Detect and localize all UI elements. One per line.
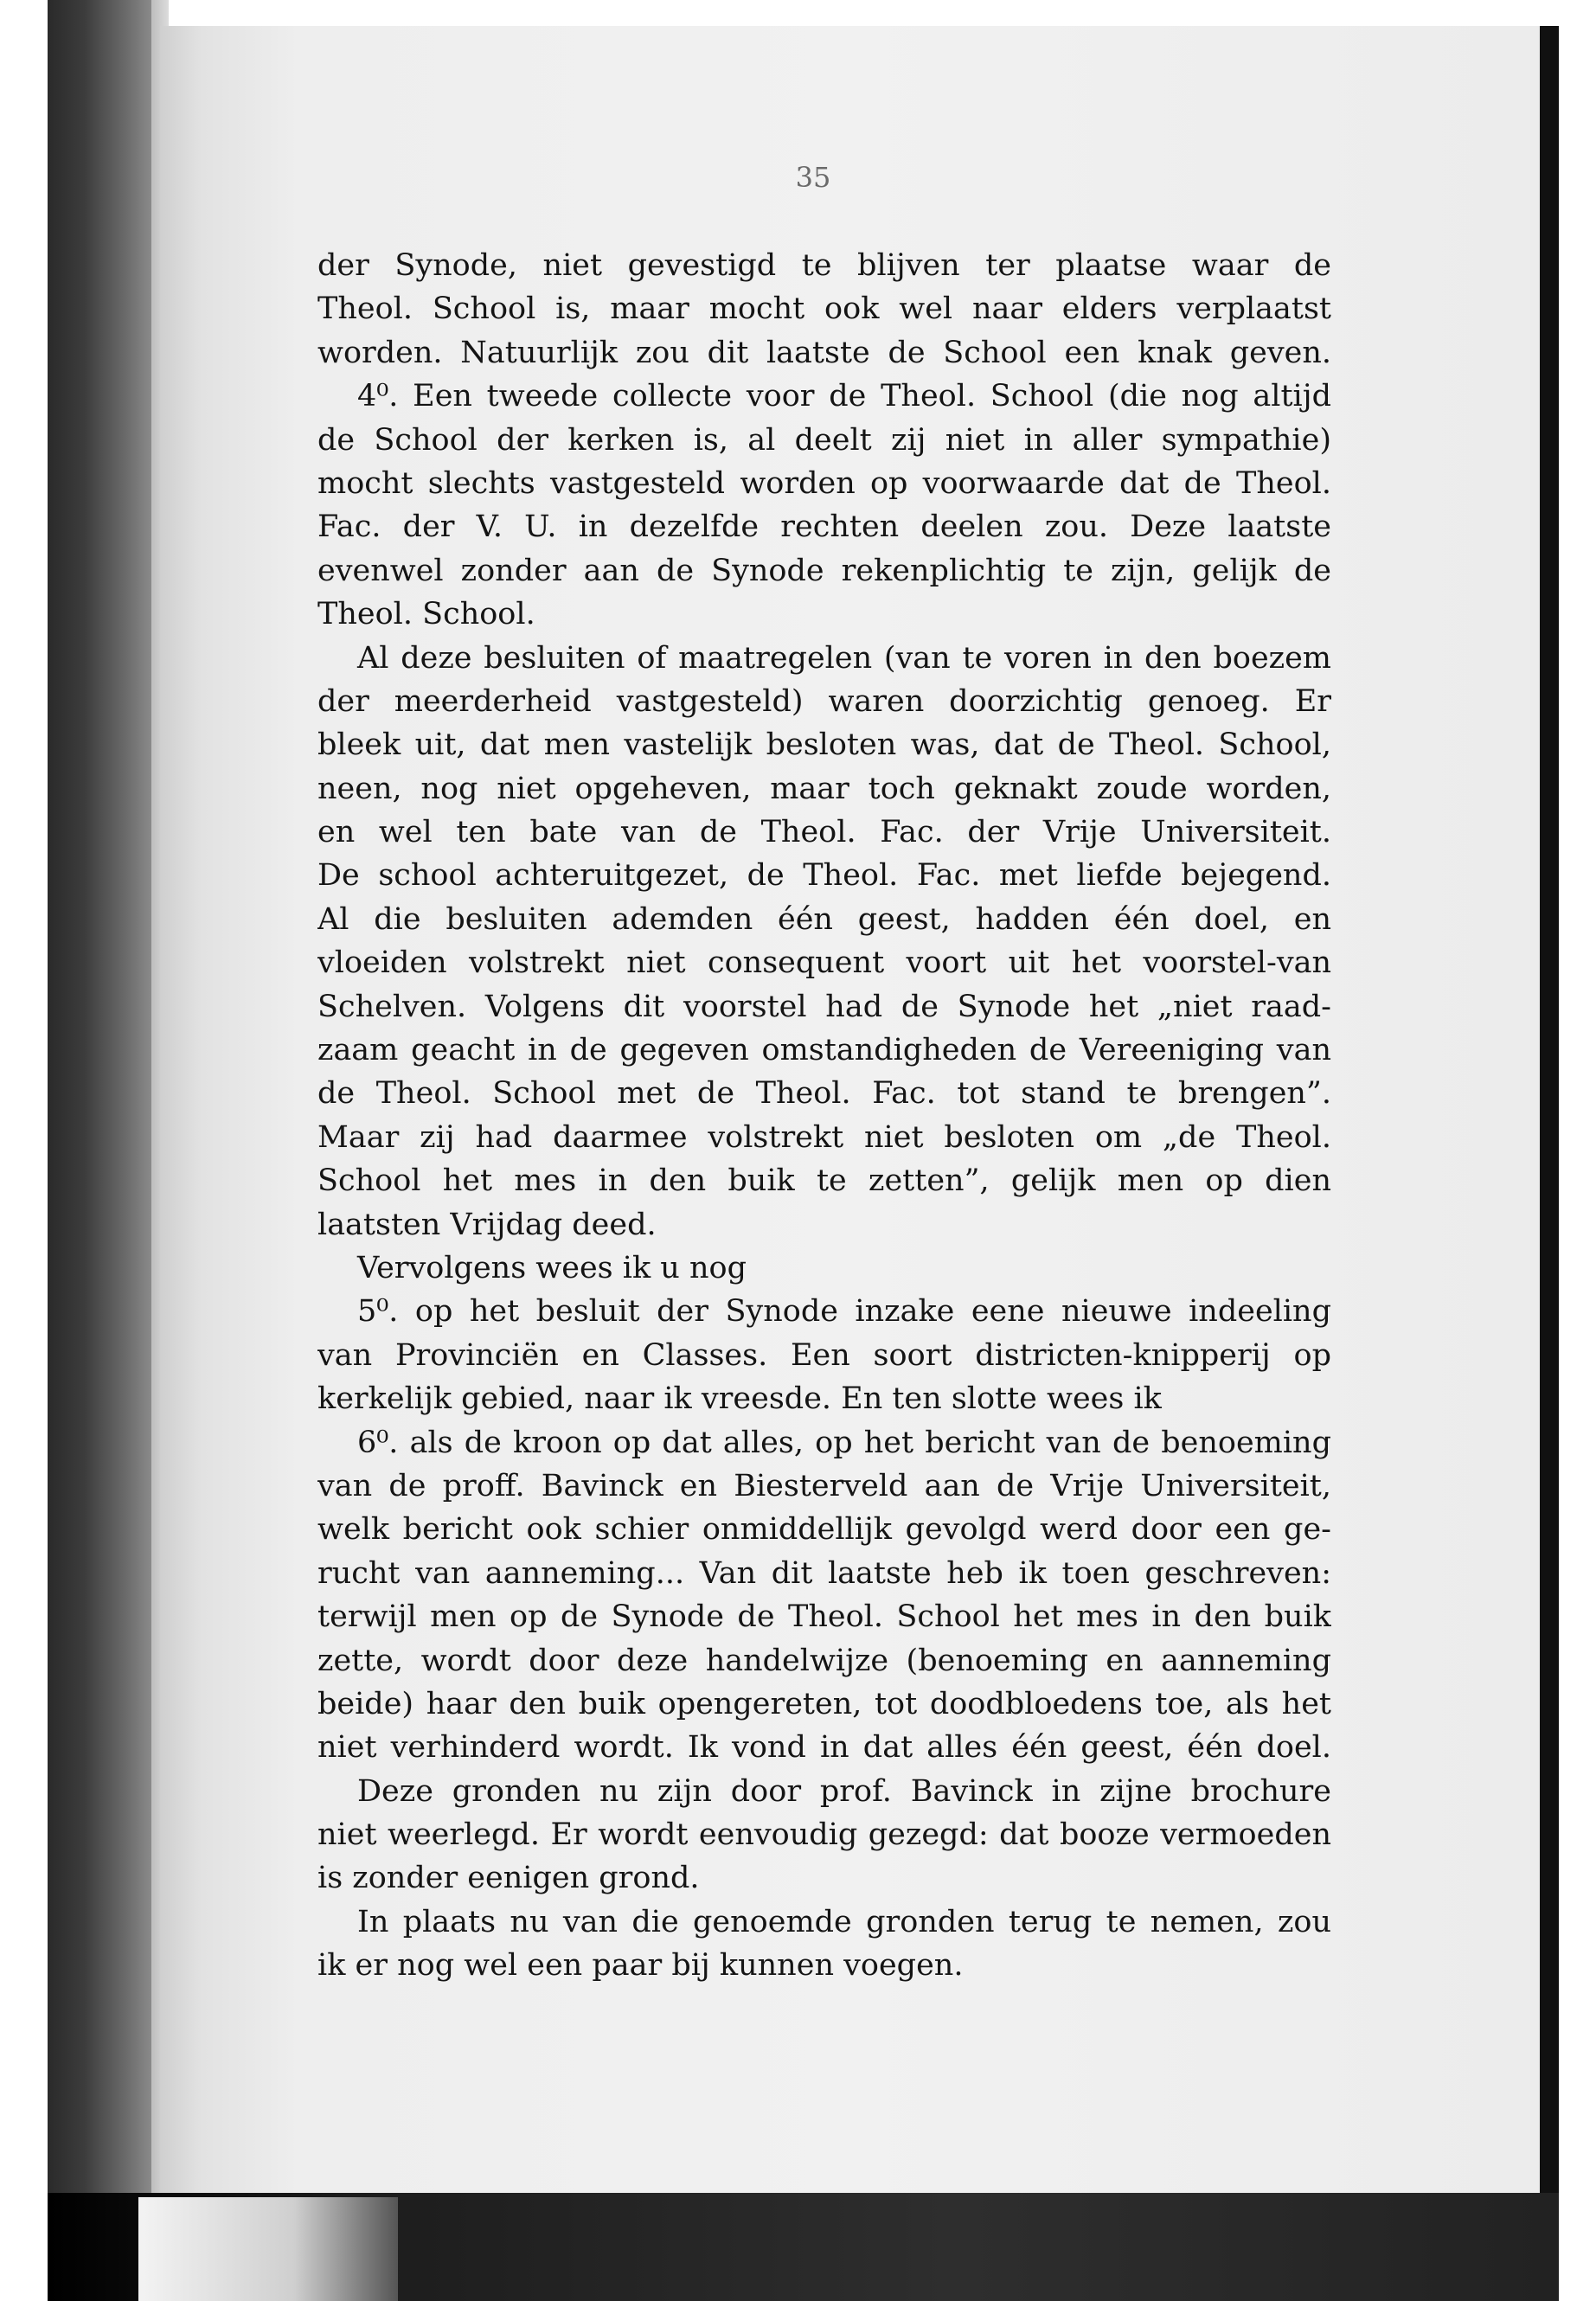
book-spine-shadow xyxy=(48,0,151,2301)
text-line: 4⁰. Een tweede collecte voor de Theol. School (die nog altijd xyxy=(357,379,1331,414)
text-line: Al die besluiten ademden één geest, hadden één doel, en xyxy=(317,901,1331,937)
text-line: School het mes in den buik te zetten”, gelijk men op dien xyxy=(317,1163,1331,1199)
scan-bottom-highlight xyxy=(138,2197,398,2301)
text-line: zette, wordt door deze handelwijze (benoeming en aanneming xyxy=(317,1643,1331,1678)
body-text xyxy=(317,244,1331,1988)
text-line: bleek uit, dat men vastelijk besloten was, dat de Theol. School, xyxy=(317,727,1331,763)
text-line: vloeiden volstrekt niet consequent voort uit het voorstel-van xyxy=(317,945,1331,981)
text-line: rucht van aanneming... Van dit laatste heb ik toen geschreven: xyxy=(317,1555,1331,1591)
text-line: de Theol. School met de Theol. Fac. tot stand te brengen”. xyxy=(317,1076,1331,1112)
text-line: beide) haar den buik opengereten, tot doodbloedens toe, als het xyxy=(317,1686,1331,1721)
text-line: niet verhinderd wordt. Ik vond in dat alles één geest, één doel. xyxy=(317,1730,1331,1766)
text-line: mocht slechts vastgesteld worden op voorwaarde dat de Theol. xyxy=(317,465,1331,501)
text-line: de School der kerken is, al deelt zij niet in aller sympathie) xyxy=(317,422,1331,458)
text-line: Maar zij had daarmee volstrekt niet besloten om „de Theol. xyxy=(317,1119,1331,1155)
text-line: welk bericht ook schier onmiddellijk gevolgd werd door een ge- xyxy=(317,1512,1331,1548)
text-line: Theol. School is, maar mocht ook wel naar elders verplaatst xyxy=(317,292,1331,327)
text-line: en wel ten bate van de Theol. Fac. der Vrije Universiteit. xyxy=(317,815,1331,850)
text-line: 5⁰. op het besluit der Synode inzake eene nieuwe indeeling xyxy=(357,1294,1331,1330)
text-line: 6⁰. als de kroon op dat alles, op het bericht van de benoeming xyxy=(357,1425,1331,1460)
text-line: terwijl men op de Synode de Theol. School het mes in den buik xyxy=(317,1599,1331,1635)
text-line: der Synode, niet gevestigd te blijven ter plaatse waar de xyxy=(317,248,1331,283)
text-line: der meerderheid vastgesteld) waren doorzichtig genoeg. Er xyxy=(317,683,1331,719)
text-line: laatsten Vrijdag deed. xyxy=(317,1207,657,1242)
text-line: van de proff. Bavinck en Biesterveld aan de Vrije Universiteit, xyxy=(317,1468,1331,1503)
text-line: Vervolgens wees ik u nog xyxy=(357,1250,747,1285)
text-line: In plaats nu van die genoemde gronden terug te nemen, zou xyxy=(357,1904,1331,1939)
text-line: De school achteruitgezet, de Theol. Fac. met liefde bejegend. xyxy=(317,858,1331,894)
text-line: Fac. der V. U. in dezelfde rechten deelen zou. Deze laatste xyxy=(317,510,1331,545)
text-line: ik er nog wel een paar bij kunnen voegen. xyxy=(317,1948,964,1984)
text-line: neen, nog niet opgeheven, maar toch geknakt zoude worden, xyxy=(317,771,1331,806)
text-line: zaam geacht in de gegeven omstandigheden de Vereeniging van xyxy=(317,1033,1331,1068)
text-line: niet weerlegd. Er wordt eenvoudig gezegd: dat booze vermoeden xyxy=(317,1817,1331,1853)
text-line: worden. Natuurlijk zou dit laatste de School een knak geven. xyxy=(317,335,1331,370)
text-line: evenwel zonder aan de Synode rekenplichtig te zijn, gelijk de xyxy=(317,553,1331,588)
text-line: Deze gronden nu zijn door prof. Bavinck in zijne brochure xyxy=(357,1773,1331,1809)
text-line: Schelven. Volgens dit voorstel had de Synode het „niet raad- xyxy=(317,989,1331,1024)
page-edge-shadow xyxy=(1540,26,1559,2202)
text-line: kerkelijk gebied, naar ik vreesde. En ten slotte wees ik xyxy=(317,1381,1162,1417)
text-line: Theol. School. xyxy=(317,597,535,632)
text-line: is zonder eenigen grond. xyxy=(317,1861,700,1896)
text-line: van Provinciën en Classes. Een soort districten-knipperij op xyxy=(317,1337,1331,1373)
page-number: 35 xyxy=(795,161,831,194)
text-line: Al deze besluiten of maatregelen (van te voren in den boezem xyxy=(357,640,1331,676)
